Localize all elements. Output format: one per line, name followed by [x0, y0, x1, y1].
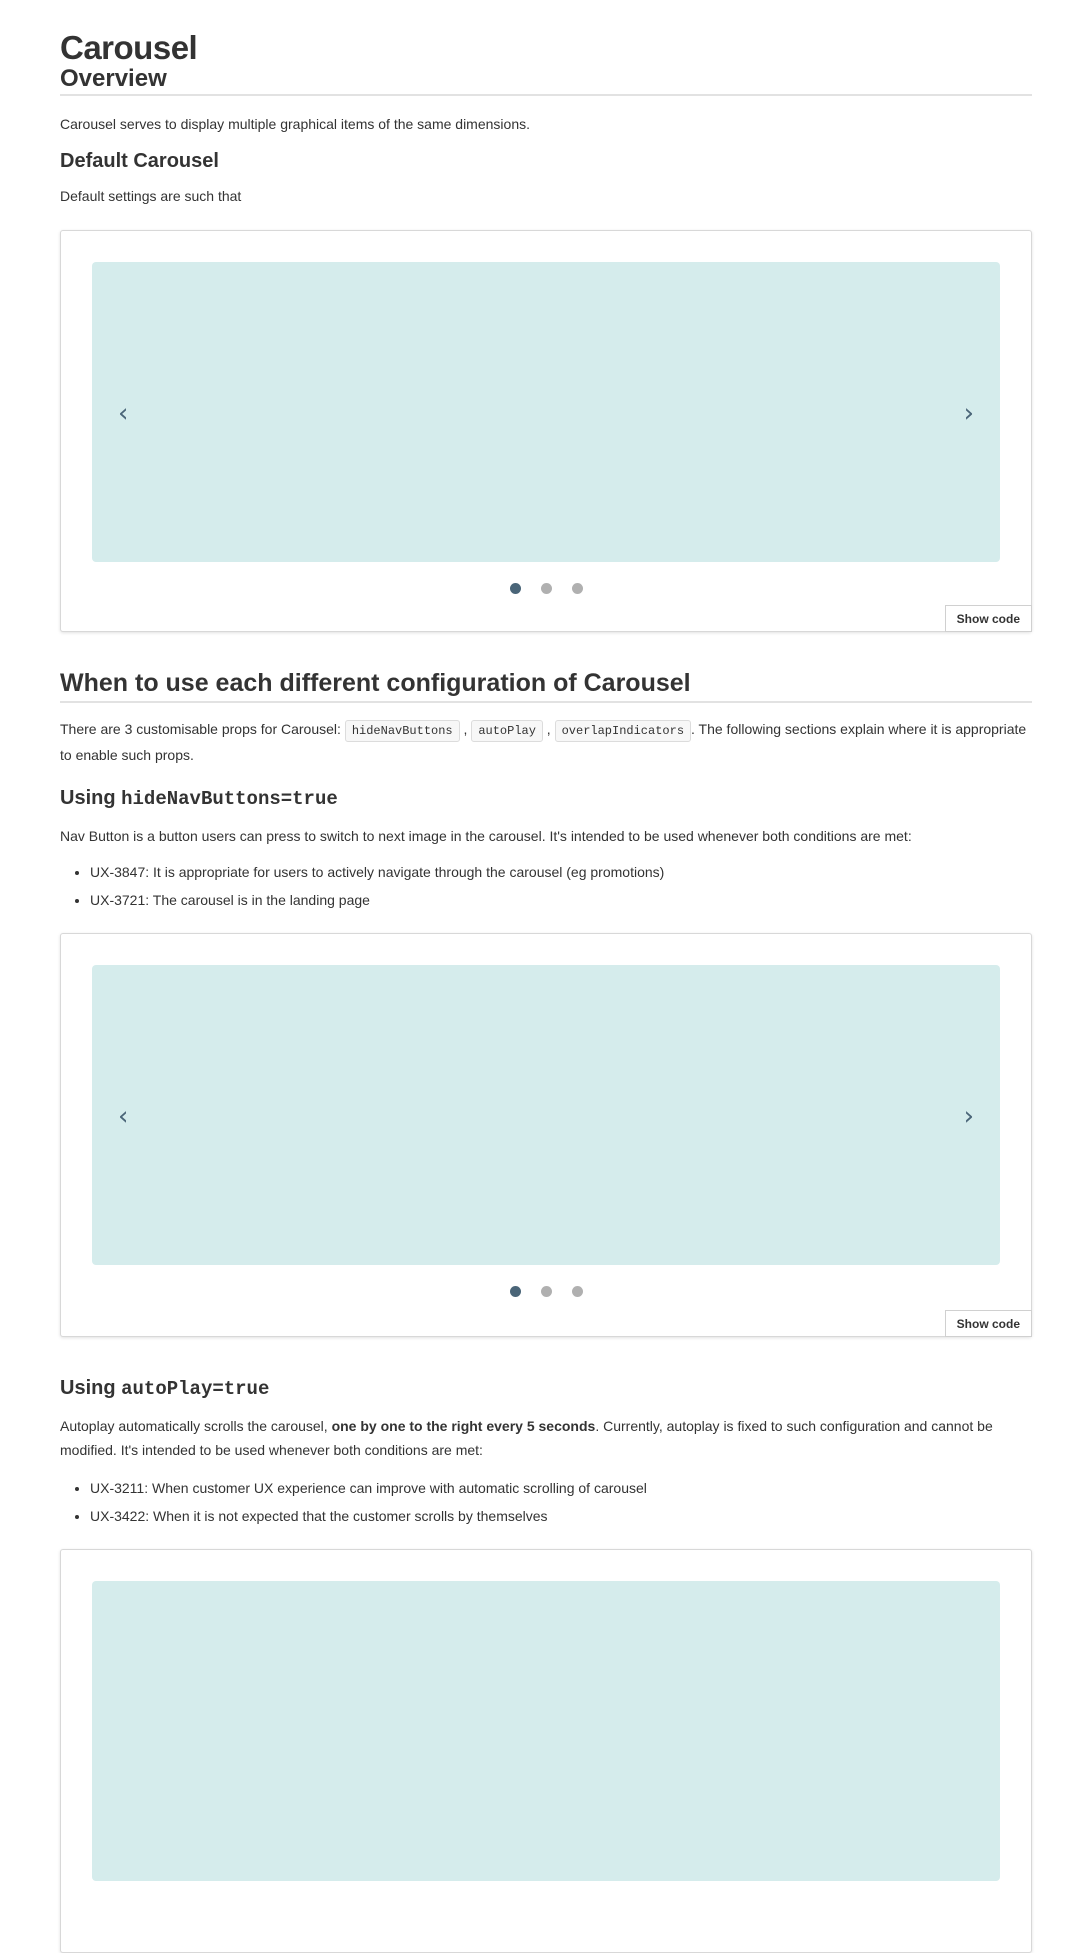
autoplay-heading-prefix: Using — [60, 1377, 122, 1399]
carousel-slide — [92, 1581, 1000, 1881]
indicator-dot-3[interactable] — [572, 583, 583, 594]
chevron-left-icon[interactable]: ‹ — [118, 1101, 129, 1132]
prop-separator: , — [459, 721, 472, 737]
hide-nav-description: Nav Button is a button users can press to switch to next image in the carousel. It's intended to be used whenever both conditions are met: — [60, 828, 912, 844]
indicator-dot-2[interactable] — [541, 1286, 552, 1297]
indicator-dot-3[interactable] — [572, 1286, 583, 1297]
prop-separator: , — [542, 721, 555, 737]
carousel-indicators — [61, 583, 1031, 594]
autoplay-description-before: Autoplay automatically scrolls the carousel, — [60, 1418, 332, 1434]
carousel-slide — [92, 965, 1000, 1265]
list-item: • UX-3211: When customer UX experience can improve with automatic scrolling of carousel — [90, 1474, 1032, 1502]
prop-hide-nav-buttons: hideNavButtons — [345, 720, 460, 742]
configuration-description — [60, 717, 1032, 767]
carousel-slide — [92, 262, 1000, 562]
prop-auto-play: autoPlay — [471, 720, 543, 742]
default-carousel-demo — [60, 230, 1032, 632]
autoplay-heading — [60, 1375, 1032, 1402]
list-item: • UX-3422: When it is not expected that the customer scrolls by themselves — [90, 1502, 1032, 1530]
list-item: • UX-3847: It is appropriate for users to actively navigate through the carousel (eg promotions) — [90, 858, 1032, 886]
chevron-right-icon[interactable]: › — [963, 1101, 974, 1132]
default-carousel-description: Default settings are such that — [60, 188, 242, 204]
hide-nav-heading-prefix: Using — [60, 787, 122, 809]
autoplay-heading-code: autoPlay=true — [121, 1378, 270, 1400]
configuration-text-after: . The following sections explain where it is appropriate to enable such props. — [60, 721, 1027, 763]
default-carousel-heading: Default Carousel — [60, 150, 219, 172]
autoplay-conditions — [60, 1474, 1032, 1530]
show-code-button[interactable]: Show code — [945, 1310, 1032, 1337]
page-subtitle: Overview — [60, 66, 1032, 96]
autoplay-description — [60, 1414, 1032, 1462]
show-code-button[interactable]: Show code — [945, 605, 1032, 632]
indicator-dot-1[interactable] — [510, 583, 521, 594]
page-title: Carousel — [60, 29, 198, 66]
chevron-right-icon[interactable]: › — [963, 398, 974, 429]
autoplay-carousel-demo — [60, 1549, 1032, 1953]
hide-nav-conditions — [60, 858, 1032, 914]
chevron-left-icon[interactable]: ‹ — [118, 398, 129, 429]
intro-text: Carousel serves to display multiple graphical items of the same dimensions. — [60, 116, 530, 132]
autoplay-description-after: . Currently, autoplay is fixed to such configuration and cannot be modified. It's intended to be used whenever both conditions are met: — [60, 1418, 993, 1458]
autoplay-description-bold: one by one to the right every 5 seconds — [331, 1418, 596, 1434]
list-item: • UX-3721: The carousel is in the landing page — [90, 886, 1032, 914]
hide-nav-carousel-demo — [60, 933, 1032, 1337]
hide-nav-heading — [60, 785, 1032, 812]
configuration-text-before: There are 3 customisable props for Carousel: — [60, 721, 345, 737]
carousel-indicators — [61, 1286, 1031, 1297]
configuration-heading: When to use each different configuration of Carousel — [60, 668, 1032, 703]
hide-nav-heading-code: hideNavButtons=true — [121, 788, 338, 810]
indicator-dot-2[interactable] — [541, 583, 552, 594]
indicator-dot-1[interactable] — [510, 1286, 521, 1297]
prop-overlap-indicators: overlapIndicators — [555, 720, 691, 742]
